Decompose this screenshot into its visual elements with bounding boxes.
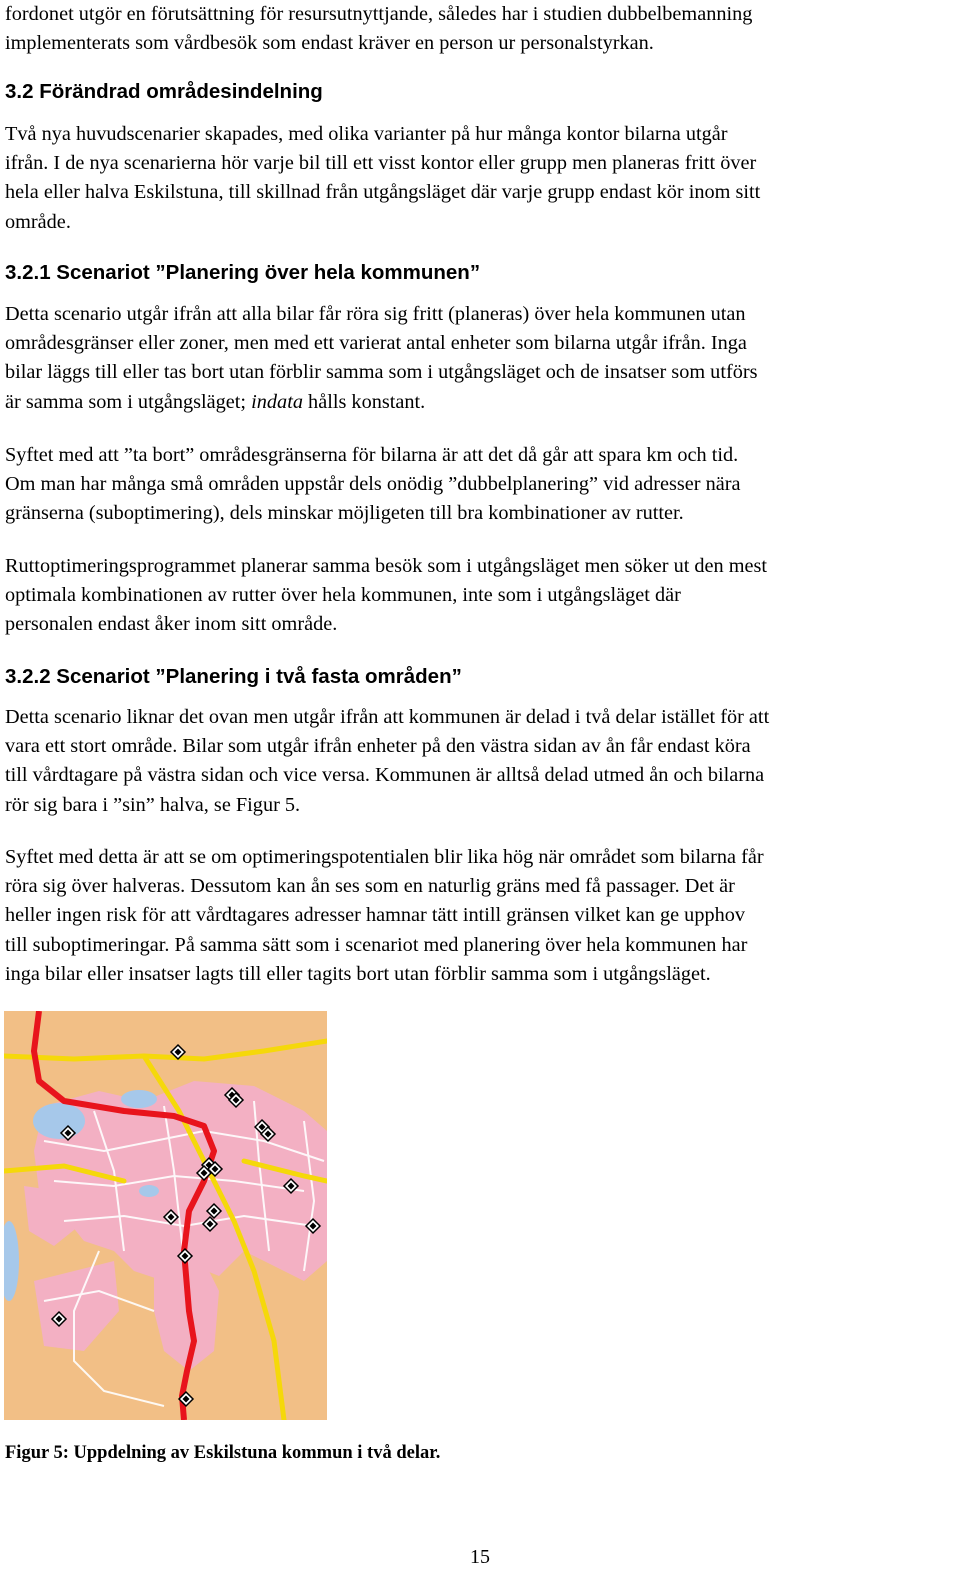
section-3-2-heading-wrap xyxy=(5,79,955,105)
eskilstuna-map-figure xyxy=(4,1011,327,1420)
intro-line: fordonet utgör en förutsättning för resursutnyttjande, således har i studien dubbelbemanning xyxy=(5,3,753,25)
figure-caption: Figur 5: Uppdelning av Eskilstuna kommun i två delar. xyxy=(5,1443,441,1463)
paragraph-line: rör sig bara i ”sin” halva, se Figur 5. xyxy=(5,793,301,816)
map-water xyxy=(33,1103,85,1139)
intro-line: implementerats som vårdbesök som endast kräver en person ur personalstyrkan. xyxy=(5,32,654,55)
map-water xyxy=(139,1185,159,1197)
section-heading: 3.2.1 Scenariot ”Planering över hela kommunen” xyxy=(5,261,481,284)
section-3-2-2-heading-wrap xyxy=(5,664,955,690)
section-3-2-paragraph xyxy=(5,120,955,237)
paragraph-line: Detta scenario utgår ifrån att alla bilar får röra sig fritt (planeras) över hela kommunen utan xyxy=(5,303,746,325)
paragraph-line: till suboptimeringar. På samma sätt som i scenariot med planering över hela kommunen har xyxy=(5,933,748,956)
paragraph-line: områdesgränser eller zoner, men med ett varierat antal enheter som bilarna utgår ifrån. Inga xyxy=(5,332,747,355)
paragraph-line: till vårdtagare på västra sidan och vice versa. Kommunen är alltså delad utmed ån och bilarna xyxy=(5,764,765,787)
page-number: 15 xyxy=(470,1546,490,1568)
paragraph-line: vara ett stort område. Bilar som utgår ifrån enheter på den västra sidan av ån får endast köra xyxy=(5,735,751,758)
section-3-2-2-paragraph-1 xyxy=(5,703,955,820)
paragraph-line: Två nya huvudscenarier skapades, med olika varianter på hur många kontor bilarna utgår xyxy=(5,123,728,145)
emphasis-text: indata xyxy=(251,390,303,413)
paragraph-line: Ruttoptimeringsprogrammet planerar samma besök som i utgångsläget men söker ut den mest xyxy=(5,555,768,577)
section-3-2-1-heading-wrap xyxy=(5,260,955,286)
paragraph-line: personalen endast åker inom sitt område. xyxy=(5,613,338,636)
text-run: är samma som i utgångsläget; xyxy=(5,390,252,413)
paragraph-line: inga bilar eller insatser lagts till eller tagits bort utan förblir samma som i utgångsläget. xyxy=(5,962,711,985)
section-3-2-1-paragraph-1 xyxy=(5,300,955,417)
paragraph-line: område. xyxy=(5,210,71,233)
section-3-2-1-paragraph-3 xyxy=(5,552,955,640)
paragraph-line: Om man har många små områden uppstår dels onödig ”dubbelplanering” vid adresser nära xyxy=(5,473,741,496)
paragraph-line: gränserna (suboptimering), dels minskar möjligeten till bra kombinationer av rutter. xyxy=(5,502,684,525)
paragraph-line: bilar läggs till eller tas bort utan förblir samma som i utgångsläget och de insatser som utförs xyxy=(5,361,758,384)
paragraph-line: hela eller halva Eskilstuna, till skillnad från utgångsläget där varje grupp endast kör inom sitt xyxy=(5,181,761,204)
text-run: hålls konstant. xyxy=(302,390,426,413)
paragraph-line: Syftet med att ”ta bort” områdesgränserna för bilarna är att det då går att spara km och tid. xyxy=(5,444,739,466)
paragraph-line: Detta scenario liknar det ovan men utgår ifrån att kommunen är delad i två delar istället för att xyxy=(5,706,770,728)
paragraph-line: Syftet med detta är att se om optimeringspotentialen blir lika hög när området som bilarna får xyxy=(5,846,764,868)
section-heading: 3.2 Förändrad områdesindelning xyxy=(5,80,323,103)
paragraph-line: röra sig över halveras. Dessutom kan ån ses som en naturlig gräns med få passager. Det är xyxy=(5,875,735,898)
map-water xyxy=(121,1090,157,1108)
intro-paragraph xyxy=(5,0,955,58)
paragraph-line xyxy=(5,388,955,417)
section-3-2-2-paragraph-2 xyxy=(5,843,955,989)
paragraph-line: optimala kombinationen av rutter över hela kommunen, inte som i utgångsläget där xyxy=(5,584,681,607)
paragraph-line: ifrån. I de nya scenarierna hör varje bil till ett visst kontor eller grupp men planeras fritt över xyxy=(5,152,757,175)
section-heading: 3.2.2 Scenariot ”Planering i två fasta områden” xyxy=(5,665,462,688)
figure-caption-wrap xyxy=(5,1443,955,1464)
section-3-2-1-paragraph-2 xyxy=(5,441,955,529)
paragraph-line: heller ingen risk för att vårdtagares adresser hamnar tätt intill gränsen vilket kan ge upphov xyxy=(5,904,746,927)
